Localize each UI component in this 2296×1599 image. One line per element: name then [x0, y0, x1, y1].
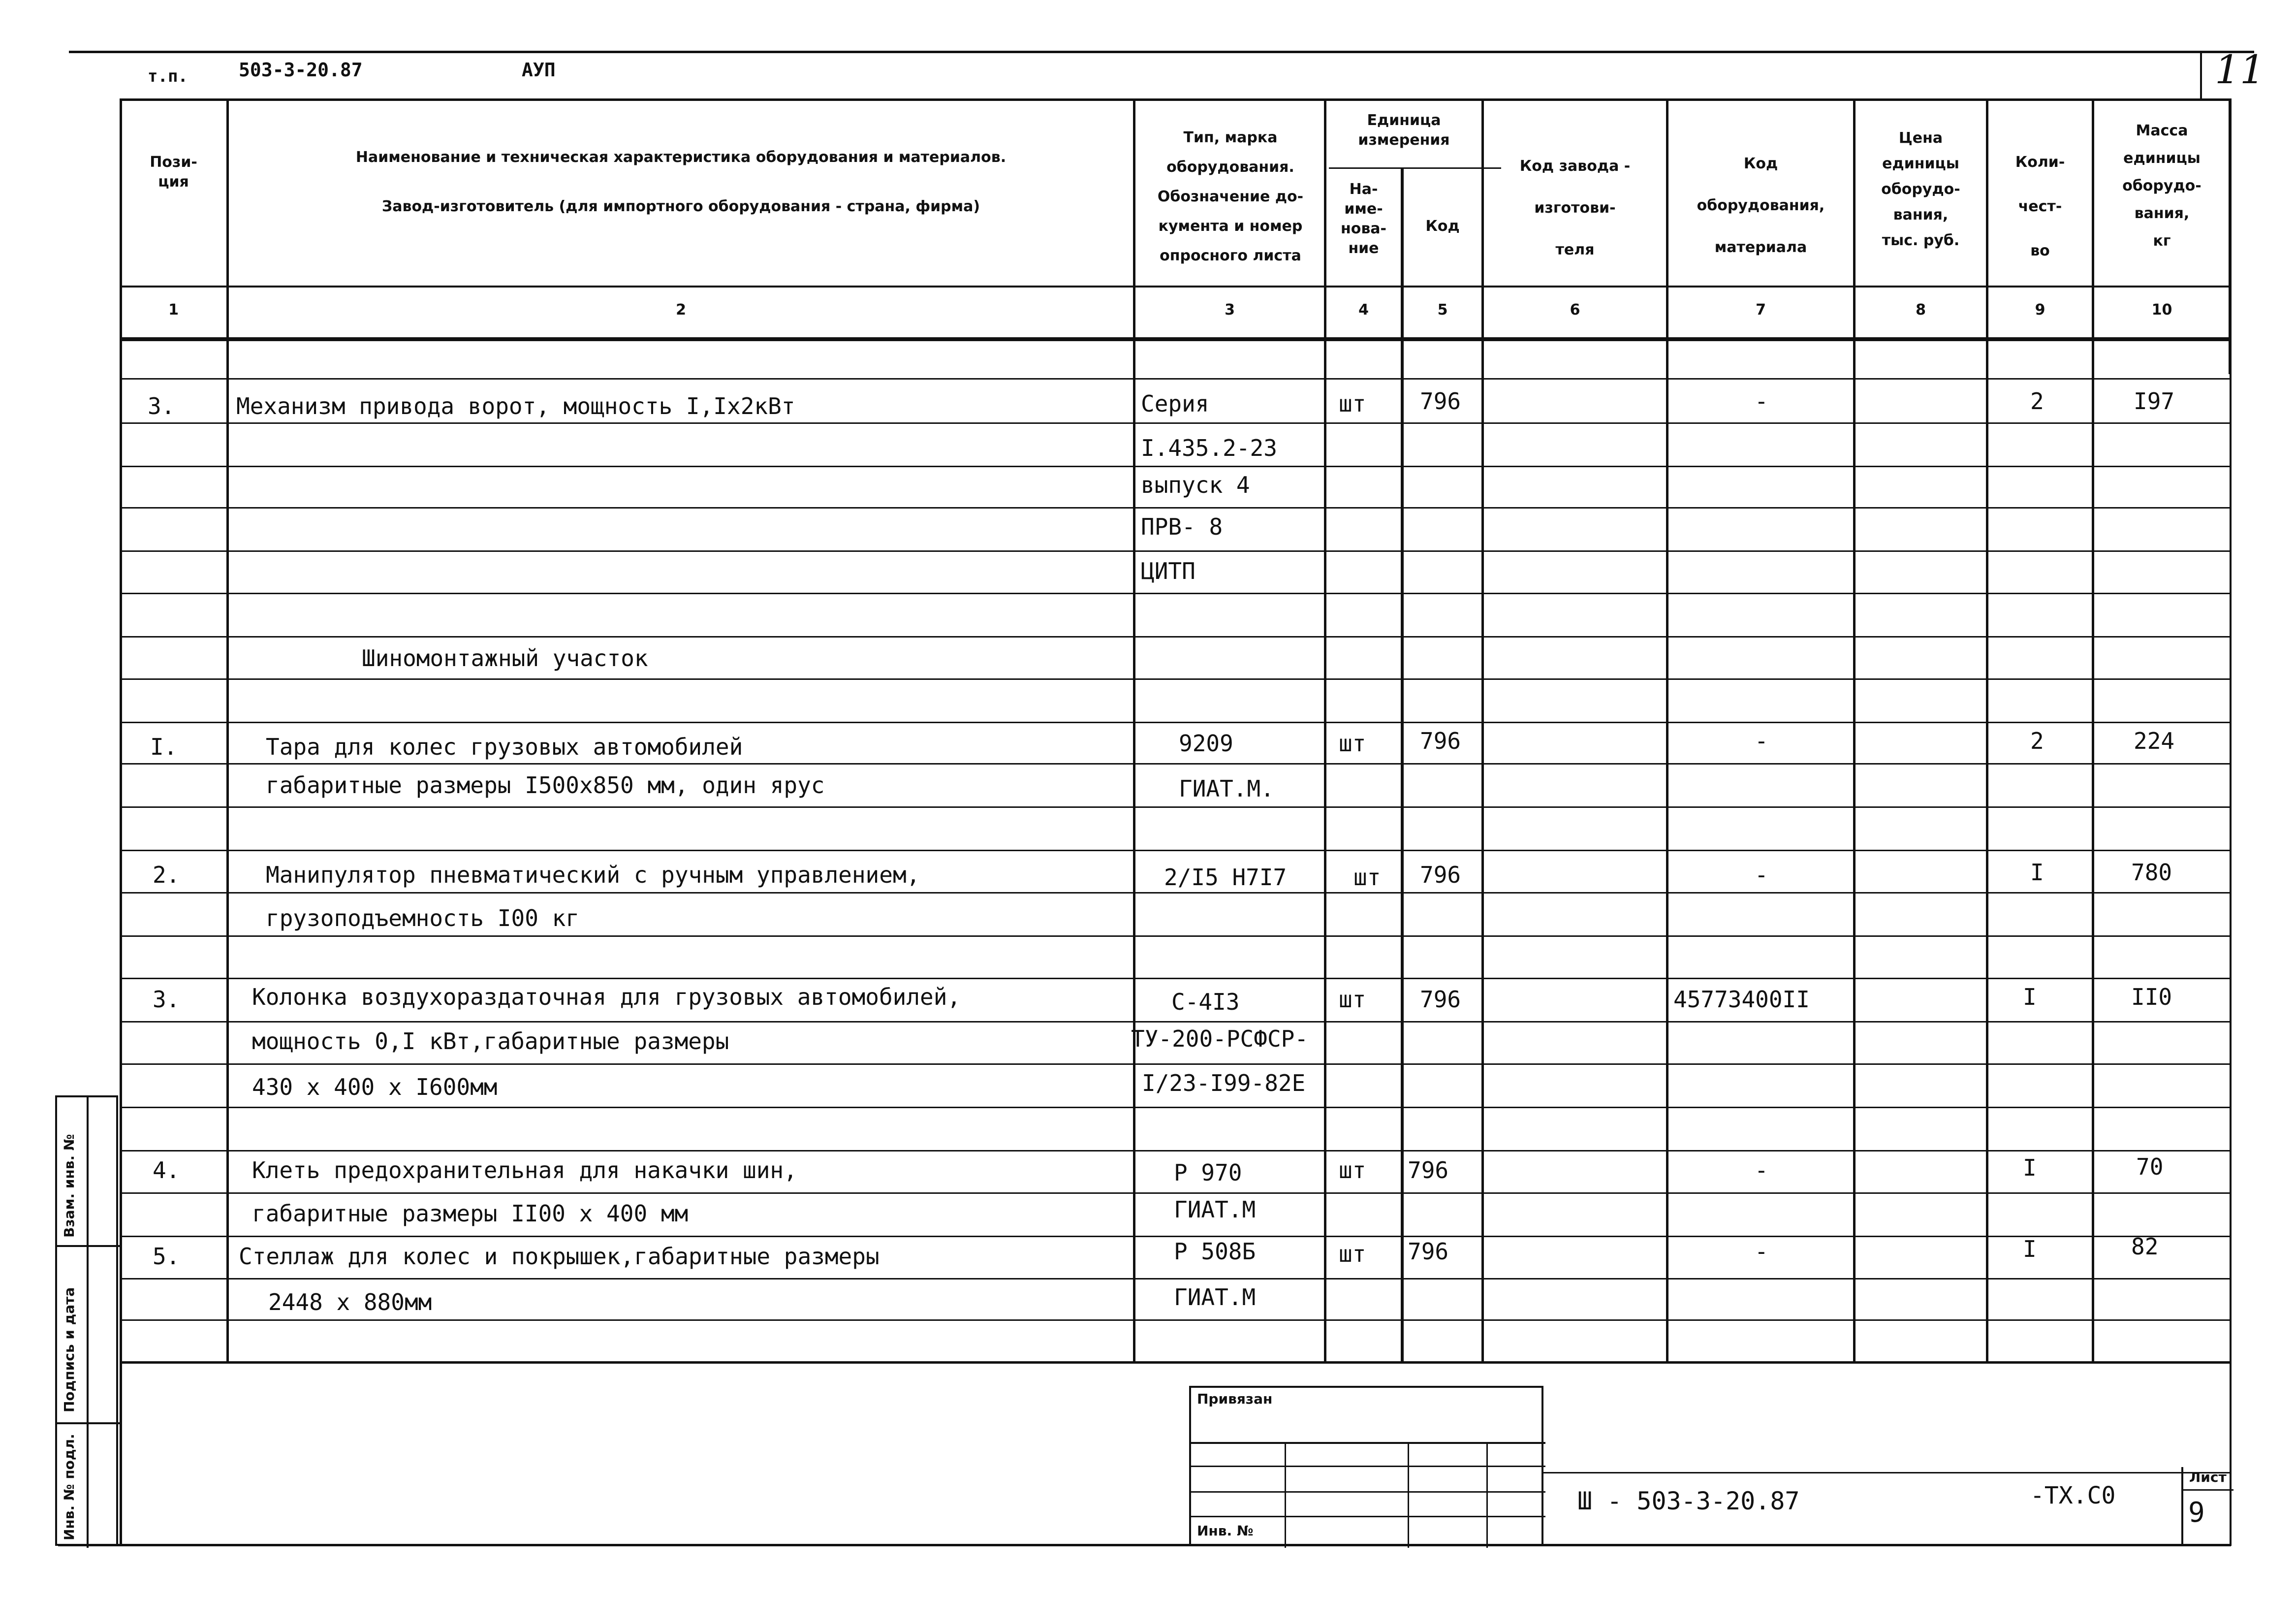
row-name: габаритные размеры II00 х 400 мм [252, 1200, 689, 1227]
stamp-vzam: Взам. инв. № [61, 1134, 77, 1238]
row-type: 2/I5 Н7I7 [1164, 864, 1287, 891]
row-name: габаритные размеры I500х850 мм, один ярус [266, 772, 825, 799]
row-unit-code: 796 [1408, 1238, 1449, 1265]
col-divider [1853, 98, 1856, 1361]
row-position: 3. [148, 393, 175, 419]
row-type: ГИАТ.М [1174, 1284, 1256, 1311]
row-name: грузоподъемность I00 кг [266, 905, 579, 931]
row-unit: шт [1339, 730, 1366, 757]
header-quantity: Коли- чест- во [2015, 154, 2065, 259]
row-name: Тара для колес грузовых автомобилей [266, 734, 743, 760]
colnum-8: 8 [1916, 301, 1926, 319]
row-unit: шт [1339, 1157, 1366, 1183]
row-position: 2. [153, 862, 180, 888]
colnum-2: 2 [676, 301, 686, 319]
row-unit-code: 796 [1420, 986, 1461, 1013]
row-position: 5. [153, 1243, 180, 1270]
row-type: ТУ-200-РСФСР- [1131, 1026, 1309, 1051]
col-divider [1481, 98, 1484, 1361]
header-unit-code: Код [1425, 218, 1460, 235]
tp-prefix: т.п. [148, 66, 188, 86]
row-name: 430 х 400 х I600мм [252, 1074, 498, 1100]
colnum-5: 5 [1437, 301, 1448, 319]
sheet-number: 9 [2188, 1497, 2205, 1529]
header-mass: Масса единицы оборудо- вания, кг [2122, 122, 2202, 250]
row-mass: 224 [2134, 728, 2175, 754]
col-divider [1324, 98, 1326, 1361]
col-divider [226, 98, 229, 1361]
row-quantity: I [2023, 1236, 2037, 1262]
title-row-top [1543, 1472, 2232, 1473]
col-divider [1133, 98, 1135, 1361]
row-name: Механизм привода ворот, мощность I,Iх2кВт [236, 393, 795, 419]
project-number: 503-3-20.87 [239, 59, 363, 81]
row-unit-code: 796 [1420, 728, 1461, 754]
row-mass: I97 [2134, 388, 2175, 415]
row-unit: шт [1339, 986, 1366, 1013]
inv-no-label: Инв. № [1197, 1523, 1254, 1539]
row-name: 2448 х 880мм [268, 1289, 432, 1315]
row-type: Серия [1141, 390, 1209, 417]
side-stamp [55, 1095, 118, 1546]
row-mass: 780 [2131, 859, 2172, 886]
row-quantity: I [2023, 984, 2037, 1010]
row-unit-code: 796 [1420, 862, 1461, 888]
top-rule [69, 51, 2254, 53]
row-unit-code: 796 [1408, 1157, 1449, 1183]
col-divider [1666, 98, 1668, 1361]
row-equip-code: - [1755, 862, 1768, 888]
row-type: I/23-I99-82Е [1142, 1071, 1306, 1095]
bottom-frame-left [120, 1359, 122, 1546]
row-type: ПРВ- 8 [1141, 513, 1223, 540]
row-type: 9209 [1179, 730, 1233, 757]
col-divider [2092, 98, 2094, 1361]
row-mass: 70 [2136, 1153, 2164, 1180]
col-divider [2230, 98, 2232, 1361]
row-position: I. [150, 734, 178, 760]
stamp-podpis: Подпись и дата [61, 1287, 77, 1412]
row-type: ГИАТ.М [1174, 1196, 1256, 1223]
colnum-6: 6 [1570, 301, 1580, 319]
header-name-line1: Наименование и техническая характеристика оборудования и материалов. [355, 149, 1006, 166]
header-name-line2: Завод-изготовитель (для импортного оборудования - страна, фирма) [381, 198, 980, 215]
row-unit: шт [1353, 864, 1381, 891]
privyazan-label: Привязан [1197, 1391, 1273, 1407]
row-position: 3. [153, 986, 180, 1013]
row-type: выпуск 4 [1141, 472, 1250, 498]
row-unit: шт [1339, 390, 1366, 417]
row-type: I.435.2-23 [1141, 435, 1277, 461]
sheet-box [2181, 1467, 2233, 1546]
row-name: Стеллаж для колес и покрышек,габаритные размеры [239, 1243, 880, 1270]
album-code: АУП [522, 59, 556, 81]
bottom-frame-bottom [58, 1544, 2231, 1546]
row-name: Клеть предохранительная для накачки шин, [252, 1157, 797, 1183]
handwritten-page-number: 11 [2215, 47, 2265, 93]
sheet-label: Лист [2189, 1469, 2227, 1485]
col-divider [1986, 98, 1988, 1361]
row-type: ГИАТ.М. [1179, 775, 1274, 802]
colnum-10: 10 [2151, 301, 2172, 319]
header-equip-code: Код оборудования, материала [1697, 155, 1825, 256]
row-type: ЦИТП [1141, 558, 1195, 584]
row-equip-code: 45773400II [1673, 986, 1810, 1013]
row-equip-code: - [1755, 728, 1768, 754]
row-quantity: 2 [2030, 388, 2044, 415]
row-mass: II0 [2131, 984, 2172, 1010]
header-unit-name: На- име- нова- ние [1340, 181, 1387, 257]
header-type: Тип, марка оборудования. Обозначение до- кумента и номер опросного листа [1157, 129, 1304, 264]
doc-suffix: -ТХ.С0 [2030, 1482, 2116, 1509]
row-type: С-4I3 [1171, 989, 1240, 1015]
row-equip-code: - [1755, 1238, 1768, 1265]
row-quantity: I [2023, 1154, 2037, 1181]
colnum-1: 1 [168, 301, 179, 319]
doc-header [113, 52, 655, 91]
row-quantity: 2 [2030, 728, 2044, 754]
row-name: Манипулятор пневматический с ручным управлением, [266, 862, 920, 888]
privyazan-block [1189, 1386, 1543, 1546]
header-position: Пози- ция [150, 154, 197, 191]
header-price: Цена единицы оборудо- вания, тыс. руб. [1881, 129, 1960, 249]
colnum-9: 9 [2035, 301, 2045, 319]
colnum-7: 7 [1756, 301, 1766, 319]
colnum-4: 4 [1358, 301, 1369, 319]
section-heading: Шиномонтажный участок [362, 645, 648, 672]
header-unit-group: Единица измерения [1358, 112, 1450, 149]
row-type: Р 508Б [1174, 1238, 1256, 1265]
colnum-3: 3 [1225, 301, 1235, 319]
header-mfr-code: Код завода - изготови- теля [1519, 158, 1631, 258]
page-box-left [2200, 51, 2202, 100]
doc-designation: Ш - 503-3-20.87 [1577, 1487, 1800, 1515]
row-position: 4. [153, 1157, 180, 1183]
row-unit: шт [1339, 1241, 1366, 1267]
row-quantity: I [2030, 859, 2044, 886]
row-mass: 82 [2131, 1233, 2159, 1260]
row-equip-code: - [1755, 1157, 1768, 1183]
row-name: Колонка воздухораздаточная для грузовых автомобилей, [252, 984, 961, 1010]
stamp-inv-podl: Инв. № подл. [61, 1434, 77, 1540]
row-equip-code: - [1755, 388, 1768, 415]
row-name: мощность 0,I кВт,габаритные размеры [252, 1028, 729, 1055]
row-unit-code: 796 [1420, 388, 1461, 415]
row-type: Р 970 [1174, 1159, 1242, 1186]
